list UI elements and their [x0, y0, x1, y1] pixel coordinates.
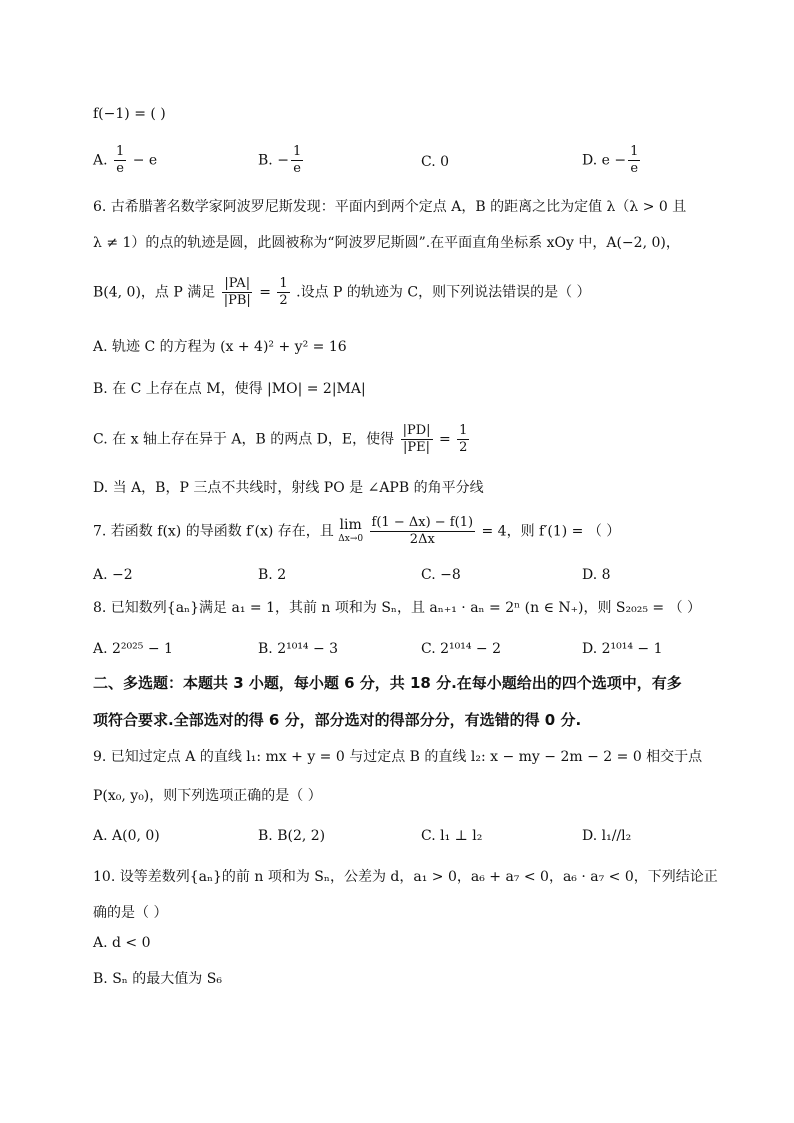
difference-quotient [370, 515, 476, 548]
q6-option-c-pre: C. 在 x 轴上存在异于 A，B 的两点 D，E，使得 [93, 431, 395, 448]
fraction: $\frac{1}{e}$ [292, 144, 302, 176]
ratio-fraction [401, 423, 433, 456]
q7-stem [93, 515, 620, 548]
q8-option-a: A. 2²⁰²⁵ − 1 [93, 641, 173, 657]
q7-stem-pre: 7. 若函数 f(x) 的导函数 f′(x) 存在，且 [93, 523, 334, 540]
limit-symbol: lim [339, 516, 362, 533]
q5-option-a [93, 144, 157, 177]
q9-option-b: B. B(2, 2) [258, 828, 326, 844]
half-fraction [457, 423, 469, 456]
q10-option-b: B. Sₙ 的最大值为 S₆ [93, 971, 222, 987]
q7-option-a: A. −2 [93, 567, 133, 583]
q9-option-a: A. A(0, 0) [93, 828, 160, 844]
q5-option-c: C. 0 [421, 154, 450, 170]
section-heading-line-2: 项符合要求.全部选对的得 6 分，部分选对的得部分分，有选错的得 0 分. [93, 711, 582, 729]
q6-line-1: 6. 古希腊著名数学家阿波罗尼斯发现：平面内到两个定点 A，B 的距离之比为定值 λ（λ > 0 且 [93, 199, 687, 215]
ratio-fraction [222, 276, 253, 309]
q5-option-b: B. − $\frac{1}{e}$ [258, 144, 302, 176]
q8-option-d: D. 2¹⁰¹⁴ − 1 [582, 641, 663, 657]
q6-option-a: A. 轨迹 C 的方程为 (x + 4)² + y² = 16 [93, 339, 347, 355]
q6-line-2: λ ≠ 1）的点的轨迹是圆，此圆被称为“阿波罗尼斯圆”.在平面直角坐标系 xOy 中，A(−2, 0)， [93, 235, 680, 251]
q10-option-a: A. d < 0 [93, 935, 151, 951]
equals: = [438, 431, 451, 448]
ratio-den: |PE| [403, 440, 431, 455]
option-tail: − e [132, 152, 158, 169]
q5-stem-tail: f(−1) = ( ) [93, 106, 166, 122]
q6-line-3 [93, 276, 591, 309]
ratio-num: |PA| [224, 276, 251, 291]
q6-option-c [93, 423, 471, 456]
dq-den: 2Δx [409, 532, 435, 547]
section-heading-line-1: 二、多选题：本题共 3 小题，每小题 6 分，共 18 分.在每小题给出的四个选项中，有多 [93, 674, 682, 692]
q9-option-d: D. l₁//l₂ [582, 828, 632, 844]
q10-line-2: 确的是（ ） [93, 905, 168, 921]
fraction: $\frac{1}{e}$ [116, 144, 125, 176]
limit [338, 518, 363, 546]
q9-option-c: C. l₁ ⊥ l₂ [421, 828, 483, 844]
half-num: 1 [459, 423, 468, 438]
q10-line-1: 10. 设等差数列{aₙ}的前 n 项和为 Sₙ，公差为 d，a₁ > 0，a₆ + a₇ < 0，a₆ · a₇ < 0，下列结论正 [93, 869, 718, 885]
ratio-num: |PD| [402, 423, 431, 438]
equals: = [259, 284, 271, 301]
q9-line-1: 9. 已知过定点 A 的直线 l₁: mx + y = 0 与过定点 B 的直线 l₂: x − my − 2m − 2 = 0 相交于点 [93, 749, 703, 765]
q6-option-b: B. 在 C 上存在点 M，使得 |MO| = 2|MA| [93, 381, 366, 397]
q8-option-b: B. 2¹⁰¹⁴ − 3 [258, 641, 339, 657]
half-den: 2 [459, 440, 468, 455]
q5-option-d: D. e − $\frac{1}{e}$ [582, 144, 639, 176]
q8-option-c: C. 2¹⁰¹⁴ − 2 [421, 641, 502, 657]
q6-option-d: D. 当 A，B，P 三点不共线时，射线 PO 是 ∠APB 的角平分线 [93, 480, 484, 496]
dq-num: f(1 − Δx) − f(1) [371, 515, 474, 530]
fraction: $\frac{1}{e}$ [630, 144, 639, 176]
q6-line-3-post: .设点 P 的轨迹为 C，则下列说法错误的是（ ） [296, 284, 591, 301]
q7-option-b: B. 2 [258, 567, 287, 583]
option-label: B. [258, 152, 273, 169]
q8-stem: 8. 已知数列{aₙ}满足 a₁ = 1，其前 n 项和为 Sₙ，且 aₙ₊₁ · aₙ = 2ⁿ (n ∈ N₊)，则 S₂₀₂₅ = （ ） [93, 600, 702, 616]
half-num: 1 [279, 276, 288, 291]
q9-line-2: P(x₀, y₀)，则下列选项正确的是（ ） [93, 788, 322, 804]
q7-option-c: C. −8 [421, 567, 461, 583]
option-label: D. [582, 152, 598, 169]
half-fraction [277, 276, 289, 309]
q7-option-d: D. 8 [582, 567, 611, 583]
limit-sub: Δx→0 [338, 533, 364, 544]
half-den: 2 [279, 293, 288, 308]
q7-stem-post: = 4，则 f′(1) = （ ） [481, 523, 621, 540]
option-label: A. [93, 152, 108, 169]
q6-line-3-pre: B(4, 0)，点 P 满足 [93, 284, 216, 301]
ratio-den: |PB| [223, 293, 251, 308]
